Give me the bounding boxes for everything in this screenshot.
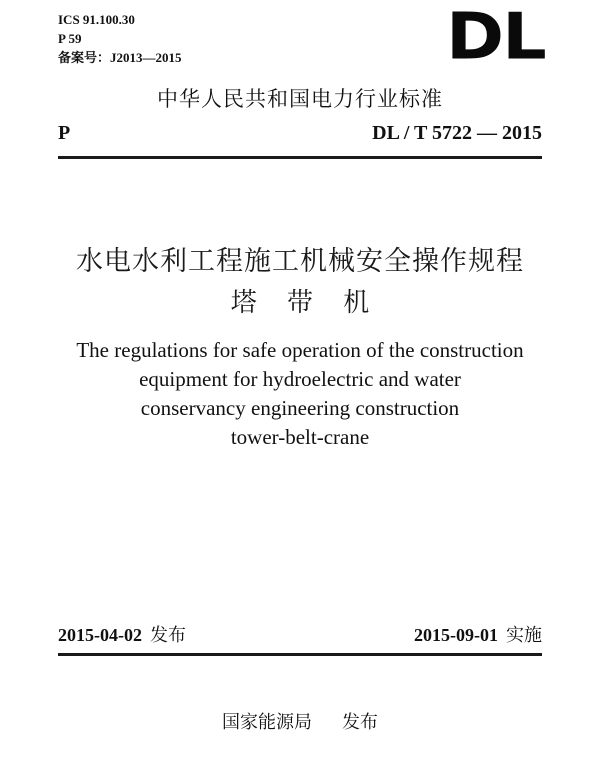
publisher-line — [0, 711, 600, 735]
category-code: P 59 — [58, 31, 82, 46]
english-title-line: equipment for hydroelectric and water — [139, 367, 461, 391]
ics-code: ICS 91.100.30 — [58, 12, 135, 27]
chinese-subtitle — [0, 286, 600, 320]
publisher-action: 发布 — [342, 712, 378, 733]
publisher-name: 国家能源局 — [222, 712, 312, 733]
bottom-divider — [58, 653, 542, 656]
filing-number: 备案号：J2013—2015 — [58, 50, 182, 65]
classification-letter: P — [58, 122, 71, 144]
issue-date-block — [58, 623, 186, 648]
chinese-title: 水电水利工程施工机械安全操作规程 — [76, 246, 524, 277]
implement-word: 实施 — [506, 625, 542, 646]
english-title — [0, 336, 600, 452]
english-title-line: The regulations for safe operation of the construction — [76, 338, 524, 362]
subtitle-char: 机 — [343, 288, 370, 318]
dl-logo: DL — [446, 0, 545, 75]
issue-word: 发布 — [150, 625, 186, 646]
industry-standard-heading: 中华人民共和国电力行业标准 — [157, 87, 443, 111]
implement-date: 2015-09-01 — [414, 625, 498, 645]
meta-block — [58, 10, 182, 67]
subtitle-char: 塔 — [230, 288, 257, 318]
top-divider — [58, 156, 542, 159]
standard-number: DL / T 5722 — 2015 — [372, 122, 542, 144]
implement-date-block — [414, 623, 542, 648]
english-title-line: conservancy engineering construction — [140, 396, 460, 420]
issue-date: 2015-04-02 — [58, 625, 142, 645]
english-title-line: tower-belt-crane — [230, 425, 370, 449]
subtitle-char: 带 — [286, 288, 313, 318]
